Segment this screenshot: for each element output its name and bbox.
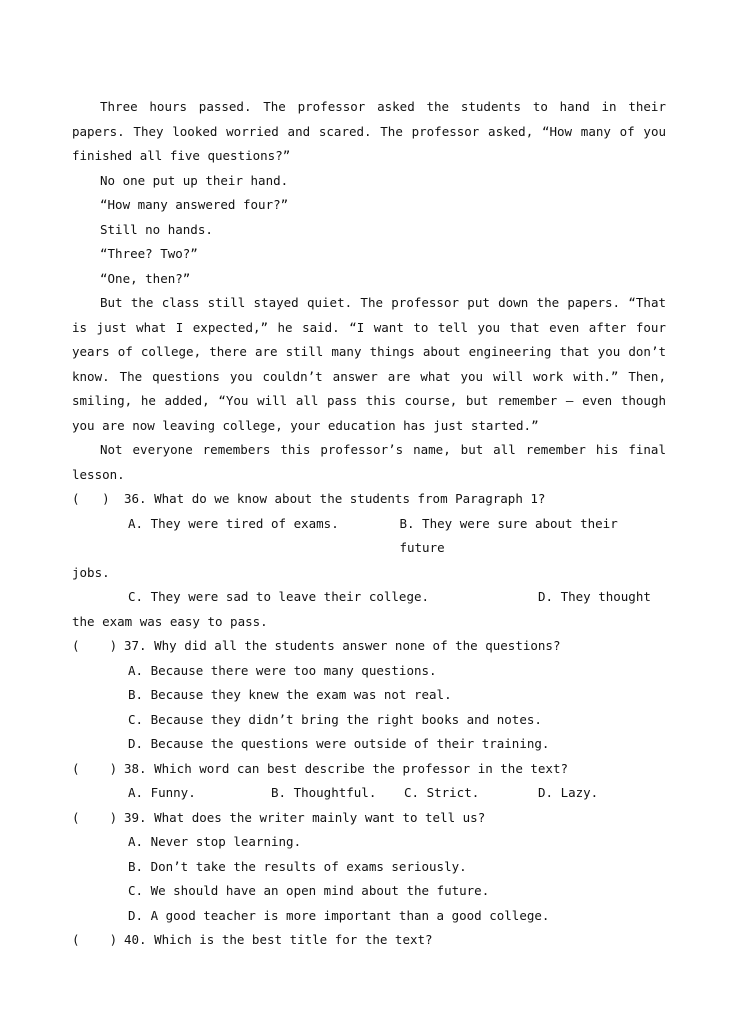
- answer-blank[interactable]: ( ): [72, 809, 118, 825]
- option-a: A. Funny.: [128, 785, 196, 800]
- question-stem: 40. Which is the best title for the text?: [124, 932, 433, 947]
- question-stem: 38. Which word can best describe the professor in the text?: [124, 760, 569, 776]
- option-a: A. They were tired of exams.: [128, 515, 339, 531]
- answer-blank[interactable]: ( ): [72, 932, 118, 947]
- option-d-continued: the exam was easy to pass.: [72, 613, 268, 629]
- paragraph-1: Three hours passed. The professor asked the students to hand in their papers. They looked worried and scared. The professor asked, “How many of you finished all five questions?”: [72, 99, 666, 163]
- paragraph-4: Still no hands.: [100, 221, 213, 237]
- option-c: C. Because they didn’t bring the right books and notes.: [128, 711, 542, 727]
- option-d: D. Because the questions were outside of their training.: [128, 736, 550, 751]
- paragraph-3: “How many answered four?”: [100, 197, 289, 212]
- option-b-continued: jobs.: [72, 564, 110, 580]
- answer-blank[interactable]: ( ): [72, 760, 118, 776]
- answer-blank[interactable]: ( ): [72, 491, 110, 506]
- option-a: A. Because there were too many questions.: [128, 662, 437, 678]
- answer-blank[interactable]: ( ): [72, 638, 118, 653]
- option-b: B. Don’t take the results of exams seriously.: [128, 858, 467, 874]
- option-c: C. They were sad to leave their college.: [128, 589, 430, 604]
- paragraph-5: “Three? Two?”: [100, 246, 198, 261]
- paragraph-7: But the class still stayed quiet. The professor put down the papers. “That is just what I expected,” he said. “I want to tell you that even after four years of college, there are still many things about engineering that you don’t know. The questions you couldn’t answer are what you will work with.” Then, smiling, he added, “You will all pass this course, but remember — even though you are now leaving college, your education has just started.”: [72, 295, 666, 433]
- option-a: A. Never stop learning.: [128, 834, 302, 849]
- option-c: C. We should have an open mind about the future.: [128, 883, 490, 898]
- option-d: D. They thought: [538, 589, 651, 604]
- question-stem: 36. What do we know about the students from Paragraph 1?: [124, 491, 546, 506]
- option-b: B. Thoughtful.: [271, 785, 377, 800]
- question-stem: 37. Why did all the students answer none of the questions?: [124, 638, 561, 653]
- option-c: C. Strict.: [404, 785, 480, 800]
- paragraph-6: “One, then?”: [100, 270, 191, 286]
- option-b: B. They were sure about their future: [399, 515, 618, 555]
- paragraph-2: No one put up their hand.: [100, 172, 289, 188]
- paragraph-8: Not everyone remembers this professor’s name, but all remember his final lesson.: [72, 442, 666, 482]
- option-d: D. Lazy.: [538, 785, 599, 800]
- question-36: [72, 487, 666, 634]
- question-39: [72, 806, 666, 929]
- question-38: [72, 757, 666, 806]
- option-d: D. A good teacher is more important than a good college.: [128, 907, 550, 923]
- question-37: [72, 634, 666, 757]
- reading-passage: [72, 95, 666, 487]
- question-stem: 39. What does the writer mainly want to tell us?: [124, 809, 486, 825]
- question-40: [72, 928, 666, 953]
- question-list: [72, 487, 666, 953]
- option-b: B. Because they knew the exam was not real.: [128, 687, 452, 702]
